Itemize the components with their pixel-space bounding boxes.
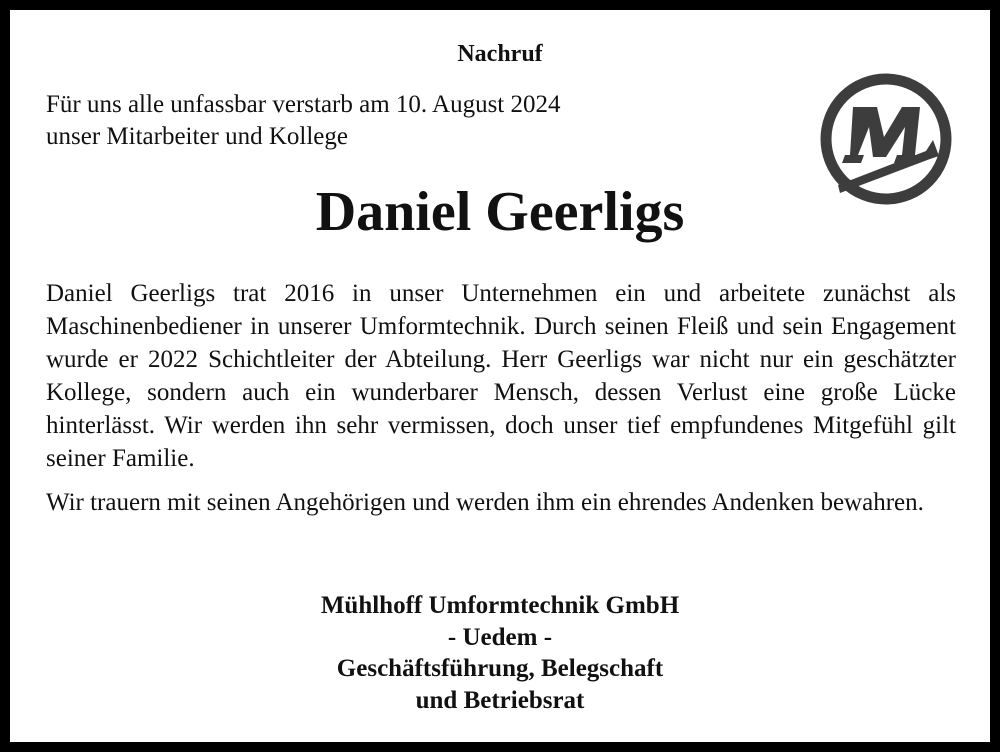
- signature-block: [10, 590, 990, 716]
- deceased-name: Daniel Geerligs: [315, 181, 685, 243]
- body-paragraph: Wir trauern mit seinen Angehörigen und werden ihm ein ehrendes Andenken bewahren.: [46, 489, 924, 516]
- signature-line: und Betriebsrat: [415, 686, 585, 714]
- obituary-notice: [10, 10, 990, 742]
- logo-letter-m: [842, 107, 922, 163]
- body-paragraph: Daniel Geerligs trat 2016 in unser Unternehmen ein und arbeitete zunächst als Maschinenbediener in unserer Umformtechnik. Durch seinen Fleiß und sein Engagement wurde er 2022 Schichtleiter der Abteilung. Herr Geerligs war nicht nur ein geschätzter Kollege, sondern auch ein wunderbarer Mensch, dessen Verlust eine große Lücke hinterlässt. Wir werden ihn sehr vermissen, doch unser tief empfundenes Mitgefühl gilt seiner Familie.: [46, 280, 956, 472]
- signature-line: Mühlhoff Umformtechnik GmbH: [320, 592, 680, 619]
- signature-line: Geschäftsführung, Belegschaft: [336, 655, 664, 682]
- obituary-body: [46, 277, 956, 519]
- intro-line: Für uns alle unfassbar verstarb am 10. August 2024: [46, 91, 561, 118]
- intro-line: unser Mitarbeiter und Kollege: [46, 123, 348, 150]
- intro-text: [46, 89, 786, 153]
- notice-heading: Nachruf: [457, 41, 543, 67]
- signature-line: - Uedem -: [447, 623, 553, 651]
